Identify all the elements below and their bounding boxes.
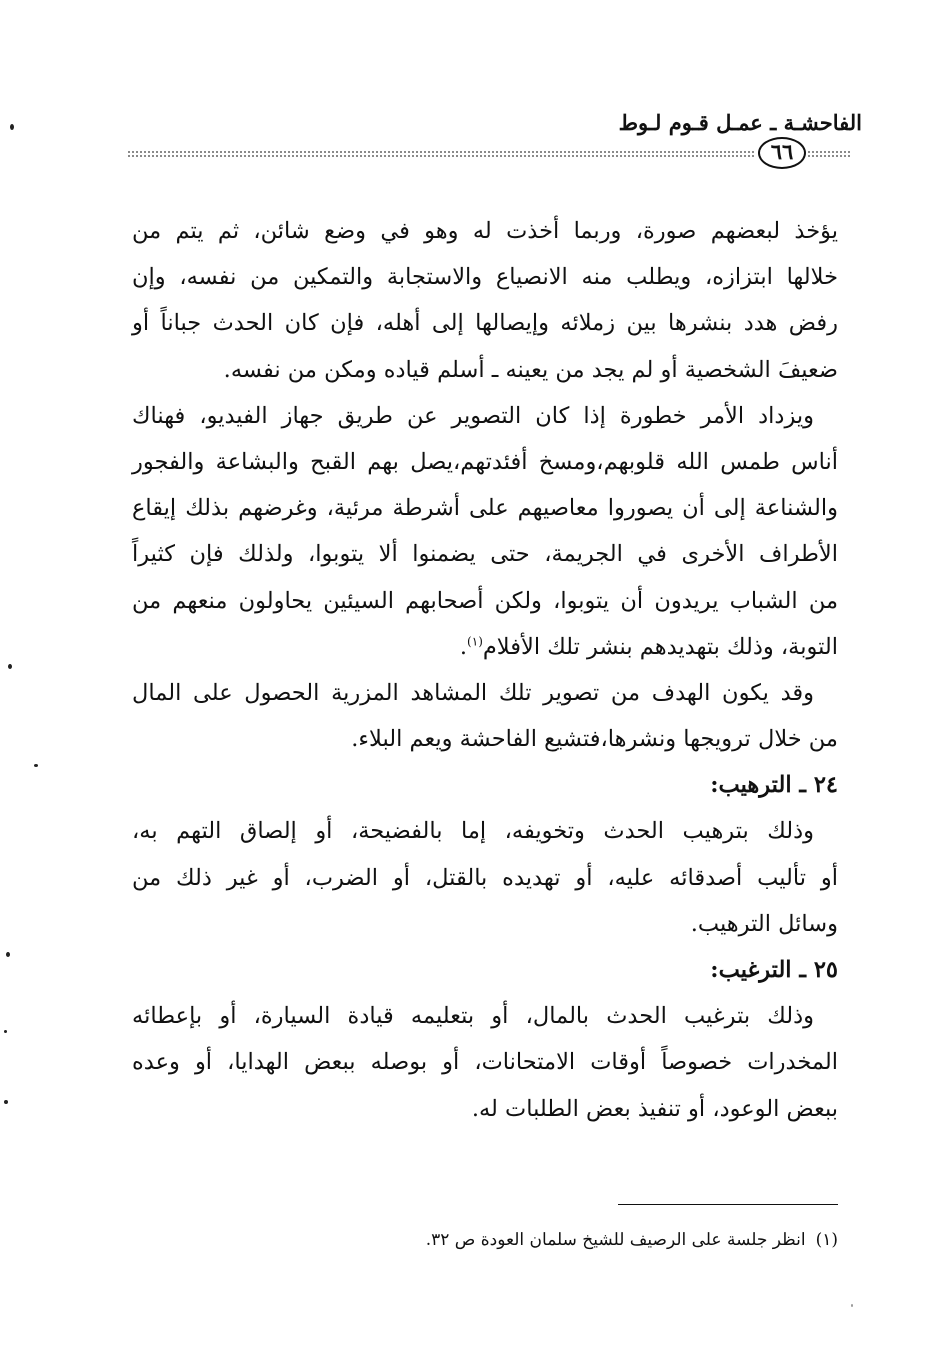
- text-line-2: خلالها ابتزازه، ويطلب منه الانصياع والاستجابة والتمكين من نفسه، وإن: [132, 264, 838, 291]
- text-line-10: [132, 624, 838, 670]
- section-heading-24: ٢٤ ـ الترهيب:: [710, 772, 838, 799]
- text-line-12: من خلال ترويجها ونشرها،فتشيع الفاحشة ويعم البلاء.: [351, 726, 838, 753]
- footnote: [426, 1230, 838, 1250]
- text-line-15: وسائل الترهيب.: [690, 910, 838, 937]
- text-line-10-end: .: [459, 633, 468, 660]
- footnote-number: (١): [815, 1230, 838, 1250]
- text-line-8: الأطراف الأخرى في الجريمة، حتى يضمنوا ألا يتوبوا، ولذلك فإن كثيراً: [132, 541, 838, 568]
- text-line-5: ويزداد الأمر خطورة إذا كان التصوير عن طريق جهاز الفيديو، فهناك: [132, 402, 814, 429]
- text-line-16: وذلك بترغيب الحدث بالمال، أو بتعليمه قيادة السيارة، أو بإعطائه: [132, 1003, 814, 1030]
- section-heading-25: ٢٥ ـ الترغيب:: [710, 957, 838, 983]
- scan-mark: [10, 124, 14, 130]
- text-line-7: والشناعة إلى أن يصوروا معاصيهم على أشرطة مرئية، وغرضهم بذلك إيقاع: [132, 495, 838, 522]
- text-line-13: وذلك بترهيب الحدث وتخويفه، إما بالفضيحة، أو إلصاق التهم به،: [132, 818, 814, 845]
- scan-mark: [4, 1030, 7, 1033]
- footnote-reference[interactable]: (١): [467, 634, 483, 649]
- footnote-text: انظر جلسة على الرصيف للشيخ سلمان العودة ص ٣٢.: [425, 1230, 806, 1250]
- text-line-9: من الشباب يريدون أن يتوبوا، ولكن أصحابهم السيئين يحاولون منعهم من: [132, 587, 838, 614]
- text-line-1: يؤخذ لبعضهم صورة، وربما أخذت له وهو في وضع شائن، ثم يتم من: [132, 218, 838, 244]
- header-rule: [128, 150, 756, 160]
- body-text: [132, 208, 838, 1132]
- scan-mark: [6, 952, 10, 957]
- scan-mark: [851, 1304, 853, 1307]
- text-line-10-body: التوبة، وذلك بتهديدهم بنشر تلك الأفلام: [482, 633, 838, 660]
- text-line-3: رفض هدد بنشرها بين زملائه وإيصالها إلى أهله، فإن كان الحدث جباناً أو: [132, 310, 838, 337]
- text-line-17: المخدرات خصوصاً أوقات الامتحانات، أو بوصله ببعض الهدايا، أو وعده: [132, 1049, 838, 1076]
- text-line-11: وقد يكون الهدف من تصوير تلك المشاهد المزرية الحصول على المال: [132, 679, 814, 706]
- scan-mark: [8, 664, 12, 669]
- text-line-14: أو تأليب أصدقائه عليه، أو تهديده بالقتل، أو الضرب، أو غير ذلك من: [132, 864, 838, 891]
- scan-mark: [34, 764, 38, 767]
- header-rule-ornament: [808, 150, 850, 160]
- footnote-separator: [618, 1204, 838, 1205]
- scan-mark: [4, 1100, 8, 1104]
- text-line-18: ببعض الوعود، أو تنفيذ بعض الطلبات له.: [471, 1095, 838, 1122]
- running-header-title: الفاحشـة ـ عمـل قـوم لـوط: [618, 110, 862, 135]
- page-number: ٦٦: [758, 137, 806, 169]
- text-line-4: ضعيفَ الشخصية أو لم يجد من يعينه ـ أسلم قياده ومكن من نفسه.: [223, 356, 838, 383]
- text-line-6: أناس طمس الله قلوبهم،ومسخ أفئدتهم،يصل بهم القبح والبشاعة والفجور: [132, 448, 838, 475]
